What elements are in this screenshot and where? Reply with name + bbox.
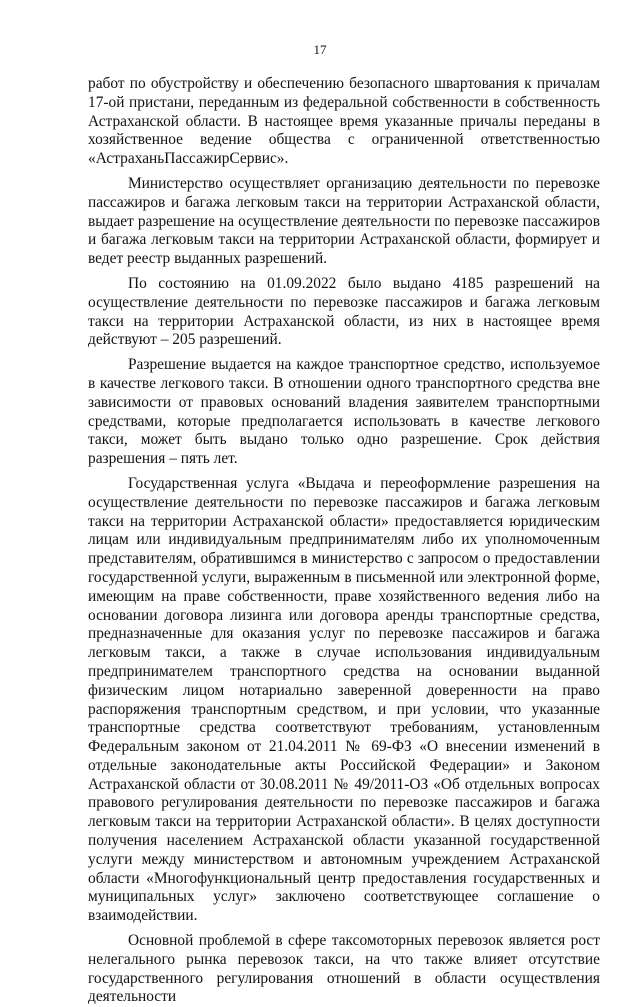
paragraph-continuation: работ по обустройству и обеспечению безопасного швартования к причалам 17-ой пристани, переданным из федеральной собственности в собственность Астраханской области. В настоящее время указанные причалы переданы в хозяйственное ведение общества с ограниченной ответственностью «АстраханьПассажирСервис». [88, 75, 600, 168]
page-number: 17 [313, 42, 327, 57]
paragraph-permits-issued: По состоянию на 01.09.2022 было выдано 4185 разрешений на осуществление деятельности по перевозке пассажиров и багажа легковым такси на территории Астраханской области, из них в настоящее время действуют – 205 разрешений. [88, 274, 600, 349]
paragraph-permit-rules: Разрешение выдается на каждое транспортное средство, используемое в качестве легкового такси. В отношении одного транспортного средства вне зависимости от правовых оснований владения заявителем транспортными средствами, которые предполагается использовать в качестве легкового такси, может быть выдано только одно разрешение. Срок действия разрешения – пять лет. [88, 356, 600, 468]
paragraph-ministry-role: Министерство осуществляет организацию деятельности по перевозке пассажиров и багажа легковым такси на территории Астраханской области, выдает разрешение на осуществление деятельности по перевозке пассажиров и багажа легковым такси на территории Астраханской области, формирует и ведет реестр выданных разрешений. [88, 174, 600, 268]
paragraph-state-service: Государственная услуга «Выдача и переоформление разрешения на осуществление деятельности по перевозке пассажиров и багажа легковым такси на территории Астраханской области» предоставляется юридическим лицам или индивидуальным предпринимателям либо их уполномоченным представителям, обратившимся в министерство с запросом о предоставлении государственной услуги, выраженным в письменной или электронной форме, имеющим на праве собственности, праве хозяйственного ведения либо на основании договора лизинга или договора аренды транспортные средства, предназначенные для оказания услуг по перевозке пассажиров и багажа легковым такси, а также в случае использования индивидуальным предпринимателем транспортного средства на основании выданной физическим лицом нотариально заверенной доверенности на право распоряжения транспортным средством, и при условии, что указанные транспортные средства соответствуют требованиям, установленным Федеральным законом от 21.04.2011 № 69-ФЗ «О внесении изменений в отдельные законодательные акты Российской Федерации» и Законом Астраханской области от 30.08.2011 № 49/2011-ОЗ «Об отдельных вопросах правового регулирования деятельности по перевозке пассажиров и багажа легковым такси на территории Астраханской области». В целях доступности получения населением Астраханской области указанной государственной услуги между министерством и автономным учреждением Астраханской области «Многофункциональный центр предоставления государственных и муниципальных услуг» заключено соответствующее соглашение о взаимодействии. [88, 474, 600, 925]
document-body [88, 75, 600, 1007]
paragraph-main-problem: Основной проблемой в сфере таксомоторных перевозок является рост нелегального рынка перевозок такси, на что также влияет отсутствие государственного регулирования отношений в области осуществления деятельности [88, 932, 600, 1006]
